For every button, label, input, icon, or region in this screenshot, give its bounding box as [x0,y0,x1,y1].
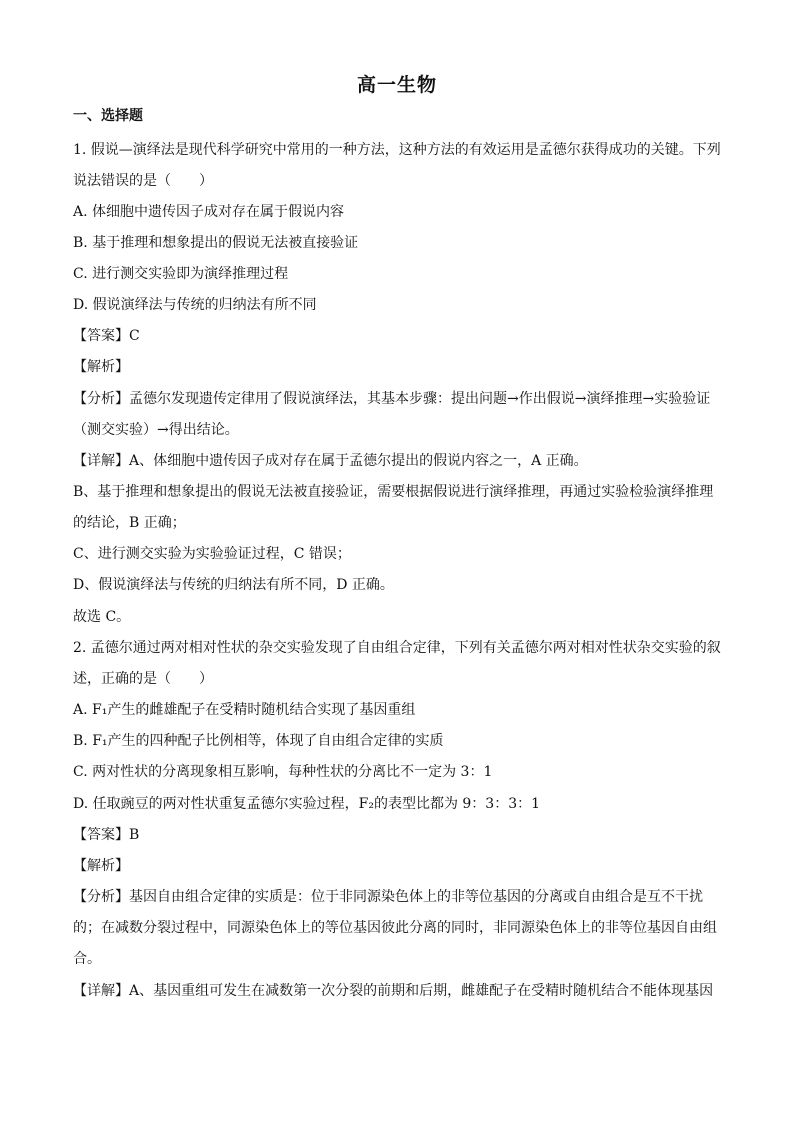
text-line: 合。 [73,951,101,967]
text-line: 【详解】A、基因重组可发生在减数第一次分裂的前期和后期，雌雄配子在受精时随机结合不能体现基因 [73,983,714,999]
text-line: 【解析】 [73,359,129,375]
text-line: 【分析】基因自由组合定律的实质是：位于非同源染色体上的非等位基因的分离或自由组合是互不干扰 [73,889,703,905]
text-line: A. F₁产生的雌雄配子在受精时随机结合实现了基因重组 [73,702,416,718]
section-heading: 一、选择题 [73,108,143,124]
text-line: C、进行测交实验为实验验证过程，C 错误； [73,546,351,562]
text-line: 的结论，B 正确； [73,515,186,531]
text-line: D、假说演绎法与传统的归纳法有所不同，D 正确。 [73,577,394,593]
text-line: 说法错误的是（ ） [73,173,213,189]
text-line: （测交实验）→得出结论。 [73,422,239,438]
text-line: 【详解】A、体细胞中遗传因子成对存在属于孟德尔提出的假说内容之一，A 正确。 [73,453,588,469]
text-line: 【分析】孟德尔发现遗传定律用了假说演绎法，其基本步骤：提出问题→作出假说→演绎推理→实验验证 [73,391,711,407]
text-line: B. F₁产生的四种配子比例相等，体现了自由组合定律的实质 [73,733,444,749]
text-line: C. 进行测交实验即为演绎推理过程 [73,266,289,282]
text-line: 1. 假说—演绎法是现代科学研究中常用的一种方法，这种方法的有效运用是孟德尔获得成功的关键。下列 [73,142,721,158]
text-line: 故选 C。 [73,609,131,625]
text-line: 【答案】C [73,328,140,344]
text-line: A. 体细胞中遗传因子成对存在属于假说内容 [73,204,345,220]
text-line: B、基于推理和想象提出的假说无法被直接验证，需要根据假说进行演绎推理，再通过实验检验演绎推理 [73,484,714,500]
text-line: C. 两对性状的分离现象相互影响，每种性状的分离比不一定为 3：1 [73,764,493,780]
text-line: 【解析】 [73,858,129,874]
page-title: 高一生物 [356,74,437,96]
text-line: 述，正确的是（ ） [73,671,213,687]
text-line: D. 任取豌豆的两对性状重复孟德尔实验过程，F₂的表型比都为 9：3：3：1 [73,796,541,812]
text-line: D. 假说演绎法与传统的归纳法有所不同 [73,297,317,313]
text-line: 【答案】B [73,827,140,843]
text-line: 的；在减数分裂过程中，同源染色体上的等位基因彼此分离的同时，非同源染色体上的非等位基因自由组 [73,920,717,936]
text-line: B. 基于推理和想象提出的假说无法被直接验证 [73,235,359,251]
text-line: 2. 孟德尔通过两对相对性状的杂交实验发现了自由组合定律，下列有关孟德尔两对相对性状杂交实验的叙 [73,640,721,656]
